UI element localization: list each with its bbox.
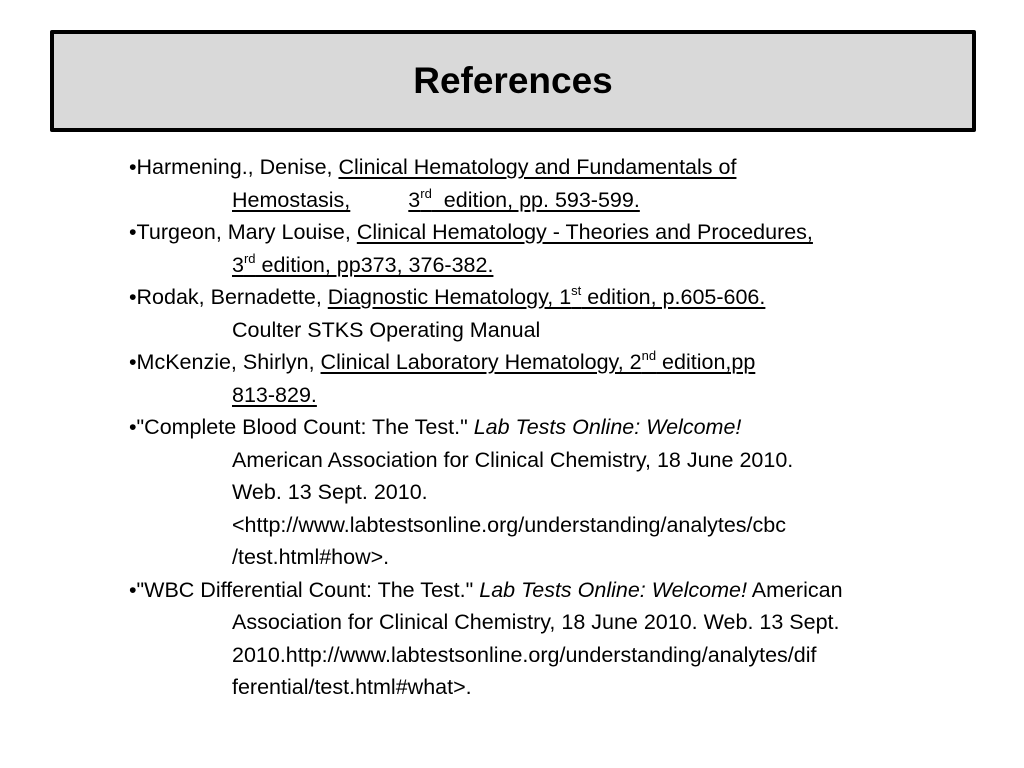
bullet: • bbox=[129, 155, 137, 179]
reference-title-cont: Hemostasis, bbox=[232, 187, 351, 212]
reference-quote: "Complete Blood Count: The Test." bbox=[136, 415, 474, 439]
references-list bbox=[129, 151, 949, 704]
bullet: • bbox=[129, 285, 137, 309]
reference-url: 2010.http://www.labtestsonline.org/understanding/analytes/dif bbox=[232, 642, 817, 667]
reference-line: Association for Clinical Chemistry, 18 June 2010. Web. 13 Sept. bbox=[232, 610, 840, 634]
reference-pages: 813-829. bbox=[232, 382, 317, 407]
reference-author: Harmening., Denise, bbox=[136, 155, 339, 179]
reference-title: Clinical Hematology - Theories and Procedures, bbox=[356, 220, 813, 244]
edition-suffix: nd bbox=[641, 348, 657, 363]
reference-url-cont: ferential/test.html#what>. bbox=[232, 675, 472, 699]
reference-publisher: American bbox=[746, 577, 843, 602]
edition-text: edition, p.605-606. bbox=[581, 285, 766, 309]
edition-suffix: rd bbox=[420, 185, 432, 201]
reference-quote: "WBC Differential Count: The Test." bbox=[136, 577, 480, 602]
reference-item bbox=[129, 281, 949, 346]
reference-title: Diagnostic Hematology, 1 bbox=[327, 285, 572, 309]
reference-line: Web. 13 Sept. 2010. bbox=[232, 480, 428, 504]
edition-number: 3 bbox=[232, 252, 244, 277]
reference-item bbox=[129, 216, 949, 281]
reference-url: <http://www.labtestsonline.org/understanding/analytes/cbc bbox=[232, 512, 786, 537]
edition-suffix: st bbox=[571, 283, 582, 298]
reference-title: Clinical Hematology and Fundamentals of bbox=[338, 155, 737, 179]
reference-author: McKenzie, Shirlyn, bbox=[136, 350, 321, 374]
bullet: • bbox=[129, 220, 137, 244]
edition-number: 3 bbox=[408, 187, 421, 212]
edition-text: edition, pp373, 376-382. bbox=[255, 252, 494, 277]
reference-extra: Coulter STKS Operating Manual bbox=[232, 317, 541, 342]
slide-title: References bbox=[413, 60, 613, 101]
bullet: • bbox=[129, 350, 137, 374]
edition-suffix: rd bbox=[243, 250, 256, 266]
bullet: • bbox=[129, 577, 137, 602]
reference-item bbox=[129, 574, 949, 704]
reference-line: American Association for Clinical Chemistry, 18 June 2010. bbox=[232, 447, 794, 472]
reference-site: Lab Tests Online: Welcome! bbox=[479, 577, 747, 602]
reference-title: Clinical Laboratory Hematology, 2 bbox=[320, 350, 642, 374]
bullet: • bbox=[129, 415, 137, 439]
reference-url-cont: /test.html#how>. bbox=[232, 545, 390, 569]
reference-item bbox=[129, 411, 949, 574]
edition-text: edition, pp. 593-599. bbox=[431, 187, 640, 212]
reference-author: Turgeon, Mary Louise, bbox=[136, 220, 357, 244]
reference-item bbox=[129, 346, 949, 411]
reference-item bbox=[129, 151, 949, 216]
title-box bbox=[50, 30, 976, 132]
reference-author: Rodak, Bernadette, bbox=[136, 285, 328, 309]
reference-site: Lab Tests Online: Welcome! bbox=[473, 415, 742, 439]
edition-text: edition,pp bbox=[656, 350, 756, 374]
